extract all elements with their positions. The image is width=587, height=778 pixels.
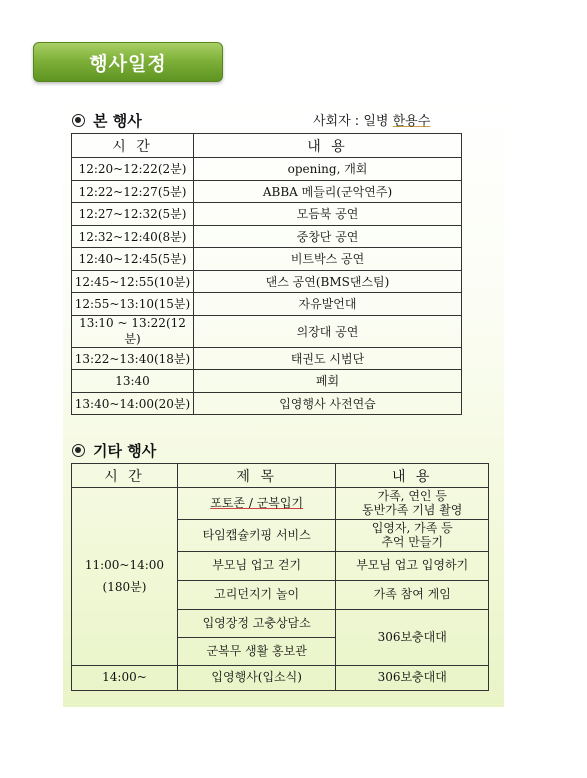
table-row xyxy=(72,347,462,370)
content-line: 동반가족 기념 촬영 xyxy=(362,502,463,517)
content-cell: 306보충대대 xyxy=(336,610,489,666)
time-cell: 12:55~13:10(15분) xyxy=(72,293,194,316)
content-cell: 중창단 공연 xyxy=(194,225,462,248)
time-cell: 12:27~12:32(5분) xyxy=(72,203,194,226)
content-cell xyxy=(336,520,489,552)
table-row xyxy=(72,370,462,393)
main-event-heading xyxy=(72,110,142,131)
content-cell: 의장대 공연 xyxy=(194,315,462,347)
time-cell: 12:45~12:55(10분) xyxy=(72,270,194,293)
main-event-table xyxy=(71,133,462,415)
table-header-row xyxy=(72,464,489,488)
other-events-heading-text: 기타 행사 xyxy=(93,442,157,460)
table-row xyxy=(72,158,462,181)
header-content: 내 용 xyxy=(336,464,489,488)
time-block-time: 11:00~14:00 xyxy=(84,557,165,572)
mc-name: 한용수 xyxy=(392,114,431,129)
table-row xyxy=(72,225,462,248)
content-cell: 모듬북 공연 xyxy=(194,203,462,226)
content-cell: 입영행사 사전연습 xyxy=(194,392,462,415)
table-row xyxy=(72,315,462,347)
time-cell: 14:00~ xyxy=(72,666,178,691)
header-title: 제 목 xyxy=(177,464,336,488)
time-block-duration: (180분) xyxy=(102,579,147,594)
content-cell: ABBA 메들리(군악연주) xyxy=(194,180,462,203)
table-row xyxy=(72,488,489,520)
content-cell: opening, 개회 xyxy=(194,158,462,181)
header-content: 내 용 xyxy=(194,134,462,158)
time-block-cell xyxy=(72,488,178,666)
time-cell: 12:22~12:27(5분) xyxy=(72,180,194,203)
header-time: 시 간 xyxy=(72,464,178,488)
mc-info xyxy=(313,110,430,129)
table-row xyxy=(72,270,462,293)
content-cell: 자유발언대 xyxy=(194,293,462,316)
content-cell xyxy=(336,488,489,520)
time-cell: 13:40 xyxy=(72,370,194,393)
time-cell: 13:22~13:40(18분) xyxy=(72,347,194,370)
time-cell: 13:40~14:00(20분) xyxy=(72,392,194,415)
table-row xyxy=(72,392,462,415)
table-row xyxy=(72,666,489,691)
time-cell: 12:32~12:40(8분) xyxy=(72,225,194,248)
table-header-row xyxy=(72,134,462,158)
content-line: 가족, 연인 등 xyxy=(377,488,447,503)
content-cell: 비트박스 공연 xyxy=(194,248,462,271)
table-row xyxy=(72,248,462,271)
other-events-table xyxy=(71,463,489,691)
table-row xyxy=(72,180,462,203)
time-cell: 12:40~12:45(5분) xyxy=(72,248,194,271)
content-cell: 부모님 업고 입영하기 xyxy=(336,552,489,581)
title-cell: 부모님 업고 걷기 xyxy=(177,552,336,581)
title-cell: 입영장정 고충상담소 xyxy=(177,610,336,638)
page-title: 행사일정 xyxy=(33,42,223,82)
table-row xyxy=(72,293,462,316)
main-event-heading-text: 본 행사 xyxy=(93,112,142,130)
title-cell xyxy=(177,488,336,520)
title-cell: 입영행사(입소식) xyxy=(177,666,336,691)
bullet-icon xyxy=(72,444,85,457)
other-events-heading xyxy=(72,440,156,461)
table-row xyxy=(72,203,462,226)
time-cell: 12:20~12:22(2분) xyxy=(72,158,194,181)
time-cell: 13:10 ~ 13:22(12분) xyxy=(72,315,194,347)
content-cell: 306보충대대 xyxy=(336,666,489,691)
title-cell: 군복무 생활 홍보관 xyxy=(177,638,336,666)
content-cell: 댄스 공연(BMS댄스팀) xyxy=(194,270,462,293)
title-cell: 고리던지기 놀이 xyxy=(177,581,336,610)
header-time: 시 간 xyxy=(72,134,194,158)
content-cell: 폐회 xyxy=(194,370,462,393)
content-line: 입영자, 가족 등 xyxy=(371,520,453,535)
title-text: 포토존 / 군복입기 xyxy=(210,495,304,510)
content-line: 추억 만들기 xyxy=(381,534,444,549)
title-cell: 타임캡슐키핑 서비스 xyxy=(177,520,336,552)
content-cell: 가족 참여 게임 xyxy=(336,581,489,610)
content-cell: 태권도 시범단 xyxy=(194,347,462,370)
bullet-icon xyxy=(72,114,85,127)
mc-label: 사회자 : 일병 xyxy=(313,114,389,129)
